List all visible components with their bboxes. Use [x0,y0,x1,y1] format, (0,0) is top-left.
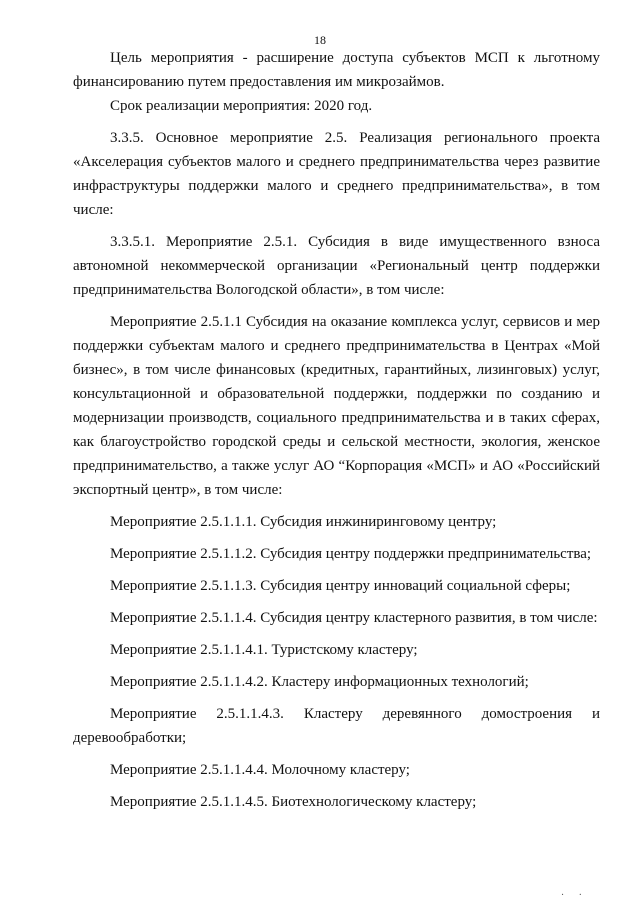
document-body [73,46,600,822]
paragraph-2-5-1-1-2: Мероприятие 2.5.1.1.2. Субсидия центру поддержки предпринимательства; [110,546,592,562]
paragraph-2-5-1-1-4-4: Мероприятие 2.5.1.1.4.4. Молочному кластеру; [110,762,410,778]
paragraph-term: Срок реализации мероприятия: 2020 год. [110,98,373,114]
paragraph-2-5-1-1-4-1: Мероприятие 2.5.1.1.4.1. Туристскому кластеру; [110,642,418,658]
page-number: 18 [314,33,326,47]
paragraph-2-5-1-1-4: Мероприятие 2.5.1.1.4. Субсидия центру кластерного развития, в том числе: [110,610,598,626]
paragraph-2-5-1-1: Мероприятие 2.5.1.1 Субсидия на оказание комплекса услуг, сервисов и мер поддержки субъектам малого и среднего предпринимательства в Центрах «Мой бизнес», в том числе финансовых (кредитных, гарантийных, лизинговых) услуг, консультационной и образовательной поддержки, поддержки по созданию и модернизации производств, социального предпринимательства и в таких сферах, как благоустройство городской среды и сельской местности, экология, женское предпринимательство, а также услуг АО “Корпорация «МСП» и АО «Российский экспортный центр», в том числе: [73,314,600,498]
paragraph-2-5-1-1-4-3: Мероприятие 2.5.1.1.4.3. Кластеру деревянного домостроения и деревообработки; [73,706,600,746]
paragraph-2-5-1-1-3: Мероприятие 2.5.1.1.3. Субсидия центру инноваций социальной сферы; [110,578,571,594]
paragraph-2-5-1-1-4-2: Мероприятие 2.5.1.1.4.2. Кластеру информационных технологий; [110,674,529,690]
paragraph-2-5-1-1-4-5: Мероприятие 2.5.1.1.4.5. Биотехнологическому кластеру; [110,794,477,810]
paragraph-3-3-5: 3.3.5. Основное мероприятие 2.5. Реализация регионального проекта «Акселерация субъектов малого и среднего предпринимательства через развитие инфраструктуры поддержки малого и среднего предпринимательства», в том числе: [73,130,600,218]
scan-speck-marks: · · [560,890,588,901]
paragraph-2-5-1-1-1: Мероприятие 2.5.1.1.1. Субсидия инжиниринговому центру; [110,514,497,530]
paragraph-3-3-5-1: 3.3.5.1. Мероприятие 2.5.1. Субсидия в виде имущественного взноса автономной некоммерческой организации «Региональный центр поддержки предпринимательства Вологодской области», в том числе: [73,234,600,298]
paragraph-goal: Цель мероприятия - расширение доступа субъектов МСП к льготному финансированию путем предоставления им микрозаймов. [73,50,600,90]
